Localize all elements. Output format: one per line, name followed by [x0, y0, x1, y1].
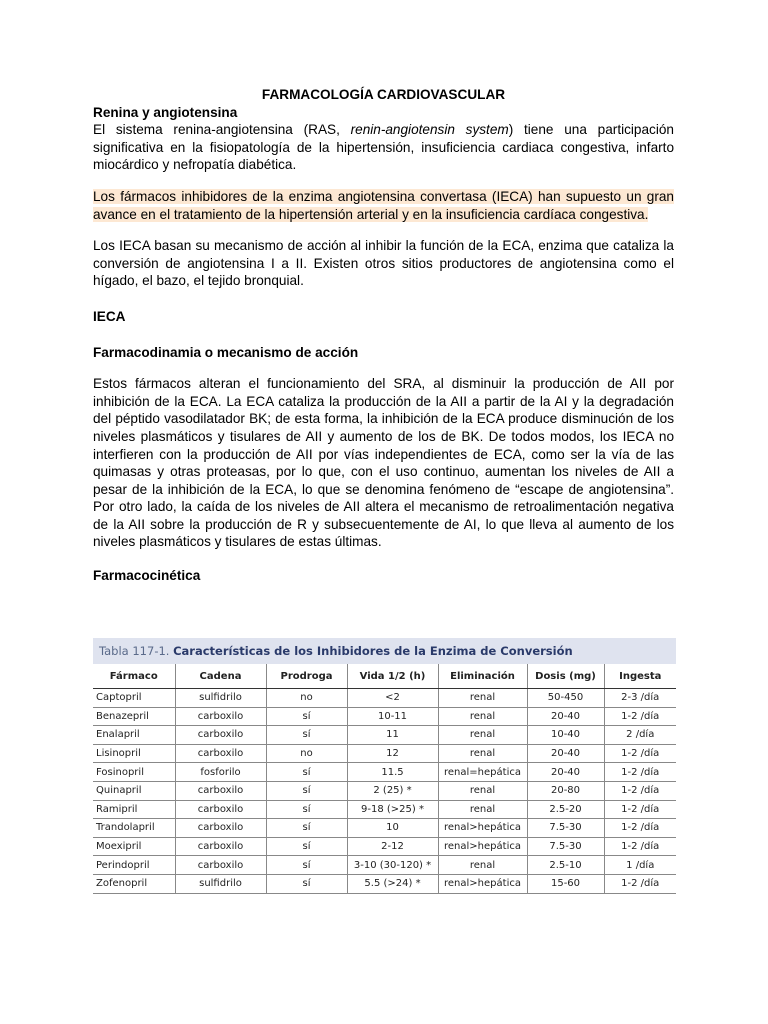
- paragraph-ras-end: ) tiene una participación significativa en la fisiopatología de la hipertensión, insuficiencia cardiaca congestiva, infarto miocárdico y nefropatía diabética.: [93, 122, 674, 173]
- table-cell: renal: [438, 689, 527, 708]
- table-row: [93, 781, 676, 800]
- table-caption: [93, 638, 676, 664]
- subheading-farmacodinamia: Farmacodinamia o mecanismo de acción: [93, 344, 359, 360]
- table-row: [93, 837, 676, 856]
- table-cell: sí: [266, 837, 347, 856]
- table-cell: renal>hepática: [438, 874, 527, 893]
- table-cell: sulfidrilo: [175, 874, 266, 893]
- table-cell: <2: [347, 689, 438, 708]
- table-cell: renal: [438, 800, 527, 819]
- table-cell: carboxilo: [175, 837, 266, 856]
- table-cell: 1-2 /día: [604, 874, 676, 893]
- table-cell: Captopril: [93, 689, 175, 708]
- table-cell: Trandolapril: [93, 819, 175, 838]
- table-cell: Enalapril: [93, 726, 175, 745]
- table-cell: renal: [438, 744, 527, 763]
- document-body: [93, 86, 674, 585]
- table-header-row: [93, 664, 676, 689]
- ieca-table: [93, 664, 676, 894]
- table-cell: 1-2 /día: [604, 781, 676, 800]
- table-row: [93, 800, 676, 819]
- table-cell: carboxilo: [175, 856, 266, 875]
- column-header: Eliminación: [438, 664, 527, 689]
- table-cell: 7.5-30: [527, 837, 604, 856]
- table-cell: 12: [347, 744, 438, 763]
- table-cell: carboxilo: [175, 781, 266, 800]
- table-cell: renal>hepática: [438, 837, 527, 856]
- table-cell: 1-2 /día: [604, 707, 676, 726]
- paragraph-farmacodinamia: Estos fármacos alteran el funcionamiento del SRA, al disminuir la producción de AII por inhibición de la ECA. La ECA cataliza la producción de la AII a partir de la AI y la degradación del péptido vasodilatador BK; de esta forma, la inhibición de la ECA produce disminución de los niveles plasmáticos y tisulares de AII y aumento de los de BK. De todos modos, los IECA no interfieren con la producción de AII por vías independientes de ECA, como ser la vía de las quimasas y otras proteasas, por lo que, con el uso continuo, aumentan los niveles de AII a pesar de la inhibición de la ECA, lo que se denomina fenómeno de “escape de angiotensina”. Por otro lado, la caída de los niveles de AII altera el mecanismo de retroalimentación negativa de la AII sobre la producción de R y subsecuentemente de AI, lo que lleva al aumento de los niveles plasmáticos y tisulares de estas últimas.: [93, 376, 674, 550]
- table-cell: renal: [438, 707, 527, 726]
- table-cell: 10-11: [347, 707, 438, 726]
- table-cell: sí: [266, 781, 347, 800]
- table-cell: no: [266, 689, 347, 708]
- paragraph-ras: [93, 121, 674, 174]
- table-row: [93, 763, 676, 782]
- table-row: [93, 707, 676, 726]
- table-row: [93, 726, 676, 745]
- table-cell: carboxilo: [175, 819, 266, 838]
- table-cell: no: [266, 744, 347, 763]
- table-cell: sulfidrilo: [175, 689, 266, 708]
- table-cell: 3-10 (30-120) *: [347, 856, 438, 875]
- subheading-farmacocinetica: Farmacocinética: [93, 568, 201, 584]
- table-row: [93, 819, 676, 838]
- table-body: [93, 689, 676, 894]
- column-header: Ingesta: [604, 664, 676, 689]
- table-cell: carboxilo: [175, 800, 266, 819]
- paragraph-ieca-mechanism: Los IECA basan su mecanismo de acción al inhibir la función de la ECA, enzima que cataliza la conversión de angiotensina I a II. Existen otros sitios productores de angiotensina como el hígado, el bazo, el tejido bronquial.: [93, 238, 674, 289]
- table-cell: 20-40: [527, 707, 604, 726]
- column-header: Prodroga: [266, 664, 347, 689]
- section-heading-ieca: IECA: [93, 308, 126, 324]
- section-heading-renina: Renina y angiotensina: [93, 104, 238, 120]
- table-cell: 1-2 /día: [604, 763, 676, 782]
- table-cell: sí: [266, 874, 347, 893]
- table-cell: Moexipril: [93, 837, 175, 856]
- paragraph-ras-start: El sistema renina-angiotensina (RAS,: [93, 122, 351, 138]
- table-cell: 2-12: [347, 837, 438, 856]
- table-cell: 2-3 /día: [604, 689, 676, 708]
- table-cell: 1 /día: [604, 856, 676, 875]
- ieca-table-image: [93, 638, 676, 890]
- table-cell: 20-40: [527, 763, 604, 782]
- table-cell: 2.5-10: [527, 856, 604, 875]
- table-cell: sí: [266, 707, 347, 726]
- table-cell: renal: [438, 781, 527, 800]
- table-cell: 50-450: [527, 689, 604, 708]
- table-cell: Ramipril: [93, 800, 175, 819]
- table-cell: fosforilo: [175, 763, 266, 782]
- table-cell: 7.5-30: [527, 819, 604, 838]
- table-cell: 11: [347, 726, 438, 745]
- column-header: Vida 1/2 (h): [347, 664, 438, 689]
- table-cell: sí: [266, 856, 347, 875]
- highlight-text: Los fármacos inhibidores de la enzima angiotensina convertasa (IECA) han supuesto un gran avance en el tratamiento de la hipertensión arterial y en la insuficiencia cardíaca congestiva.: [93, 188, 674, 222]
- table-cell: renal: [438, 726, 527, 745]
- paragraph-ras-italic: renin-angiotensin system: [350, 122, 509, 138]
- table-cell: Fosinopril: [93, 763, 175, 782]
- table-row: [93, 744, 676, 763]
- table-cell: sí: [266, 819, 347, 838]
- table-row: [93, 874, 676, 893]
- table-cell: sí: [266, 763, 347, 782]
- table-cell: 5.5 (>24) *: [347, 874, 438, 893]
- table-cell: Lisinopril: [93, 744, 175, 763]
- table-cell: 15-60: [527, 874, 604, 893]
- highlighted-paragraph: [93, 188, 674, 223]
- table-cell: 2.5-20: [527, 800, 604, 819]
- table-cell: 11.5: [347, 763, 438, 782]
- table-row: [93, 689, 676, 708]
- table-cell: renal: [438, 856, 527, 875]
- table-row: [93, 856, 676, 875]
- table-cell: 1-2 /día: [604, 744, 676, 763]
- table-cell: 1-2 /día: [604, 837, 676, 856]
- table-caption-title: Características de los Inhibidores de la Enzima de Conversión: [173, 644, 573, 658]
- table-cell: 10: [347, 819, 438, 838]
- column-header: Fármaco: [93, 664, 175, 689]
- table-cell: Perindopril: [93, 856, 175, 875]
- table-cell: renal>hepática: [438, 819, 527, 838]
- table-cell: 2 (25) *: [347, 781, 438, 800]
- table-cell: 1-2 /día: [604, 800, 676, 819]
- table-cell: 20-40: [527, 744, 604, 763]
- table-cell: 10-40: [527, 726, 604, 745]
- table-caption-number: Tabla 117-1.: [99, 644, 170, 658]
- table-cell: renal=hepática: [438, 763, 527, 782]
- table-cell: carboxilo: [175, 726, 266, 745]
- table-cell: 2 /día: [604, 726, 676, 745]
- table-cell: 20-80: [527, 781, 604, 800]
- table-cell: 9-18 (>25) *: [347, 800, 438, 819]
- document-title: FARMACOLOGÍA CARDIOVASCULAR: [261, 87, 506, 102]
- table-cell: sí: [266, 726, 347, 745]
- table-cell: carboxilo: [175, 707, 266, 726]
- table-cell: Benazepril: [93, 707, 175, 726]
- table-cell: carboxilo: [175, 744, 266, 763]
- table-cell: Zofenopril: [93, 874, 175, 893]
- column-header: Dosis (mg): [527, 664, 604, 689]
- column-header: Cadena: [175, 664, 266, 689]
- table-cell: 1-2 /día: [604, 819, 676, 838]
- table-cell: Quinapril: [93, 781, 175, 800]
- table-cell: sí: [266, 800, 347, 819]
